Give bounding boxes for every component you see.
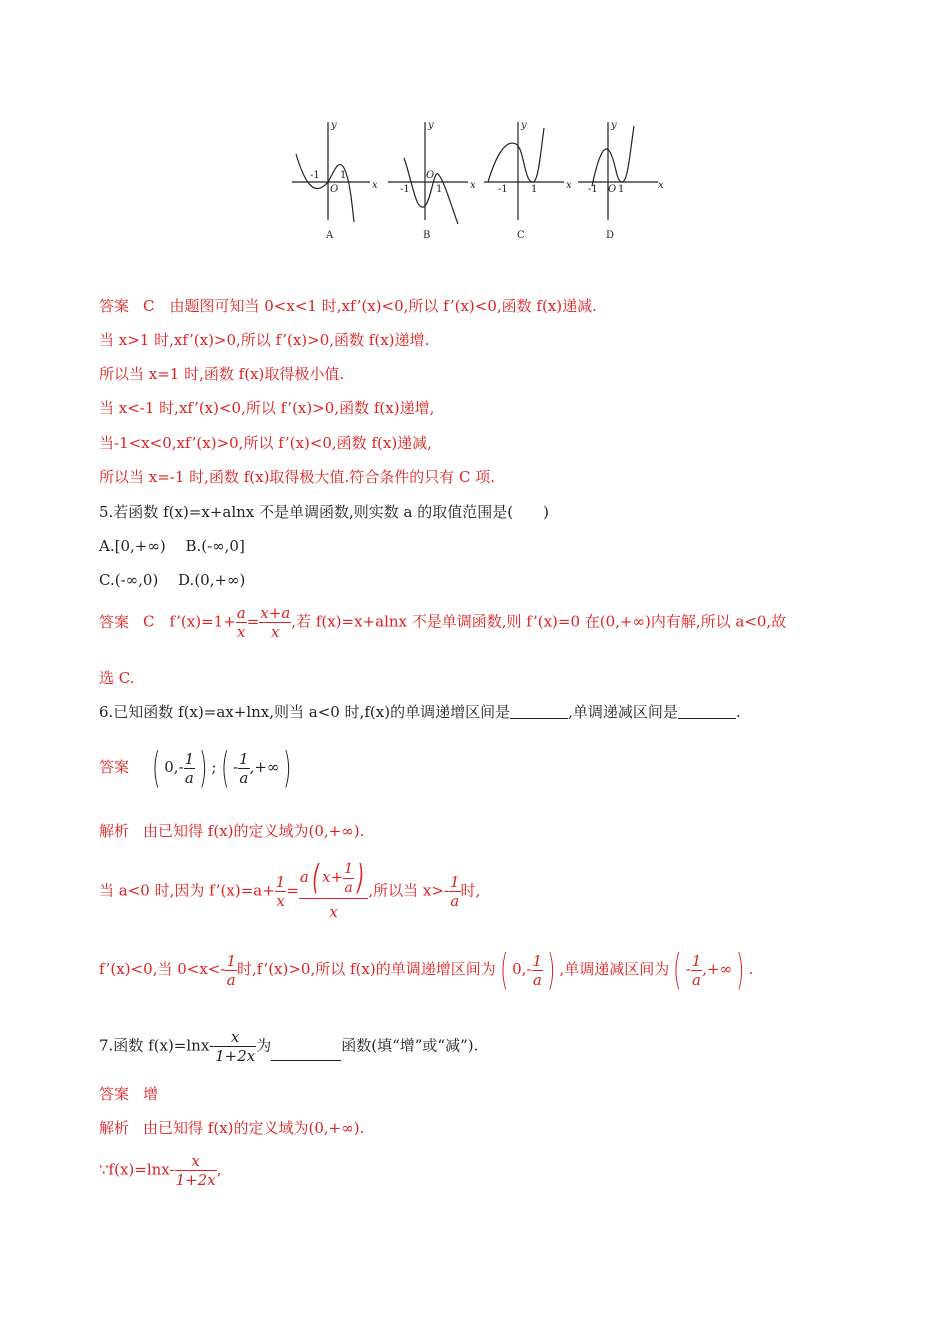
q5-answer: 答案 C f’(x)=1+ $\frac{a}{x}$ = $\frac{x+a}{x}$ ,若 f(x)=x+alnx 不是单调函数,则 f’(x)=0 在(0,+∞)内有解,所以 a<0,故 [99,604,787,641]
fraction: $\frac{x+a}{x}$ [260,604,291,641]
axis-x-label-a: x [372,180,378,191]
tick-pos-c: 1 [531,184,538,195]
q6-stem: 6.已知函数 f(x)=ax+lnx,则当 a<0 时,f(x)的单调递增区间是 ,单调递减区间是 . [99,703,741,721]
explanation-tag: 解析 [99,822,130,840]
graph-label-b: B [423,230,431,241]
origin-a: O [330,184,339,195]
explanation-tag: 解析 [99,1119,130,1137]
answer-tag: 答案 [99,1085,130,1103]
answer-tag: 答案 [99,612,130,631]
q5-options-ab: A.[0,+∞) B.(-∞,0] [99,537,245,555]
q5-stem: 5.若函数 f(x)=x+alnx 不是单调函数,则实数 a 的取值范围是( ) [99,503,549,521]
big-fraction: a( x+ $\frac{1}{a}$ ) x [299,858,368,925]
origin-d: O [608,184,617,195]
q6-explanation-1: 解析 由已知得 f(x)的定义域为(0,+∞). [99,822,365,840]
option-graphs [288,118,668,248]
tick-pos-a: 1 [340,170,347,181]
q4-answer-line-6: 所以当 x=-1 时,函数 f(x)取得极大值.符合条件的只有 C 项. [99,468,495,486]
origin-b: O [426,170,435,181]
axis-y-label-c: y [521,120,527,131]
q4-answer-line-4: 当 x<-1 时,xf’(x)<0,所以 f’(x)>0,函数 f(x)递增, [99,399,435,417]
tick-pos-b: 1 [436,184,443,195]
q6-explanation-3: f’(x)<0,当 0<x<- $\frac{1}{a}$ 时,f’(x)>0,所以 f(x)的单调递增区间为( 0,- $\frac{1}{a}$ ) ,单调递减区间为( - $\frac{1}{a}$ ,+∞) . [99,945,754,994]
q6-explanation-2: 当 a<0 时,因为 f’(x)=a+ $\frac{1}{x}$ = a( x+ $\frac{1}{a}$ ) x ,所以当 x>- $\frac{1}{a}$ 时, [99,858,480,925]
tick-neg-d: -1 [588,184,598,195]
answer-tag: 答案 [99,297,130,315]
tick-pos-d: 1 [618,184,625,195]
blank-1[interactable] [510,717,568,719]
tick-neg-b: -1 [400,184,410,195]
q5-options-cd: C.(-∞,0) D.(0,+∞) [99,571,246,589]
answer-tag: 答案 [99,758,130,776]
q7-answer: 答案 增 [99,1085,159,1103]
tick-neg-c: -1 [498,184,508,195]
fraction: $\frac{a}{x}$ [236,604,246,641]
q6-answer: 答案 ( 0,- $\frac{1}{a}$ ) ;( - $\frac{1}{a}$ ,+∞) [99,743,292,792]
q7-explanation-1: 解析 由已知得 f(x)的定义域为(0,+∞). [99,1119,365,1137]
q5-answer-cont: 选 C. [99,669,135,687]
q7-stem: 7.函数 f(x)=lnx- $\frac{x}{1+2x}$ 为 函数(填“增”或“减”). [99,1028,479,1065]
blank-2[interactable] [678,717,736,719]
axis-x-label-b: x [470,180,476,191]
blank-3[interactable] [271,1059,341,1061]
axis-x-label-d: x [658,180,664,191]
axis-x-label-c: x [566,180,572,191]
graph-label-a: A [326,230,334,241]
axis-y-label-d: y [611,120,617,131]
tick-neg-a: -1 [310,170,320,181]
axis-y-label-a: y [331,120,337,131]
q4-answer-line-2: 当 x>1 时,xf’(x)>0,所以 f’(x)>0,函数 f(x)递增. [99,331,430,349]
q4-answer-line-3: 所以当 x=1 时,函数 f(x)取得极小值. [99,365,345,383]
q4-answer-line-1: 答案 C 由题图可知当 0<x<1 时,xf’(x)<0,所以 f’(x)<0,函数 f(x)递减. [99,297,597,315]
graph-label-d: D [606,230,615,241]
q4-answer-line-5: 当-1<x<0,xf’(x)>0,所以 f’(x)<0,函数 f(x)递减, [99,434,432,452]
graph-label-c: C [517,230,525,241]
axis-y-label-b: y [428,120,434,131]
q7-explanation-2: ∵f(x)=lnx- $\frac{x}{1+2x}$ , [99,1152,222,1189]
